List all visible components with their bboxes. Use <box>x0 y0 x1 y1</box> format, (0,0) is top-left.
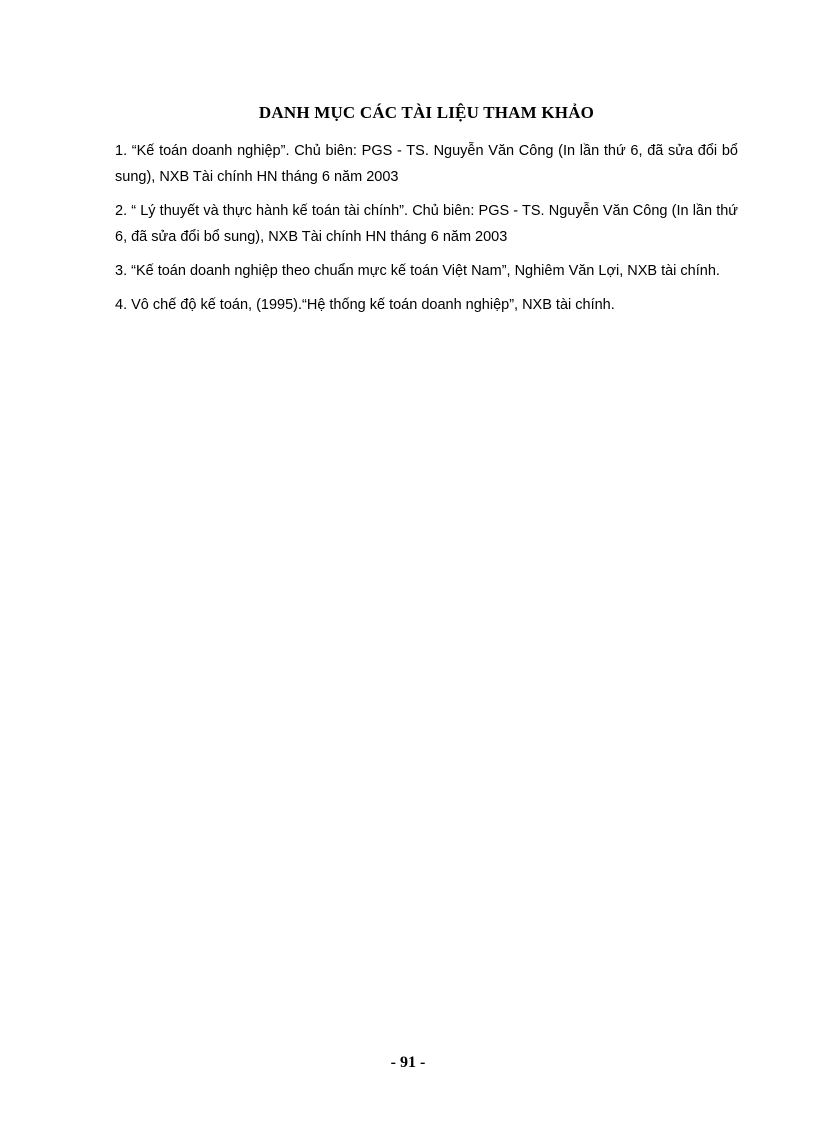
reference-list <box>115 138 738 326</box>
page-number: - 91 - <box>390 1054 426 1071</box>
reference-item-4: 4. Vô chế độ kế toán, (1995).“Hệ thống kế toán doanh nghiệp”, NXB tài chính. <box>115 297 615 313</box>
reference-item-1: 1. “Kế toán doanh nghiệp”. Chủ biên: PGS - TS. Nguyễn Văn Công (In lần thứ 6, đã sửa đổi bổ sung), NXB Tài chính HN tháng 6 năm 2003 <box>115 143 738 185</box>
page-title: DANH MỤC CÁC TÀI LIỆU THAM KHẢO <box>258 103 595 122</box>
reference-item-2: 2. “ Lý thuyết và thực hành kế toán tài chính”. Chủ biên: PGS - TS. Nguyễn Văn Công (In lần thứ 6, đã sửa đổi bổ sung), NXB Tài chính HN tháng 6 năm 2003 <box>115 203 738 245</box>
reference-item-3: 3. “Kế toán doanh nghiệp theo chuẩn mực kế toán Việt Nam”, Nghiêm Văn Lợi, NXB tài chính. <box>115 263 720 279</box>
